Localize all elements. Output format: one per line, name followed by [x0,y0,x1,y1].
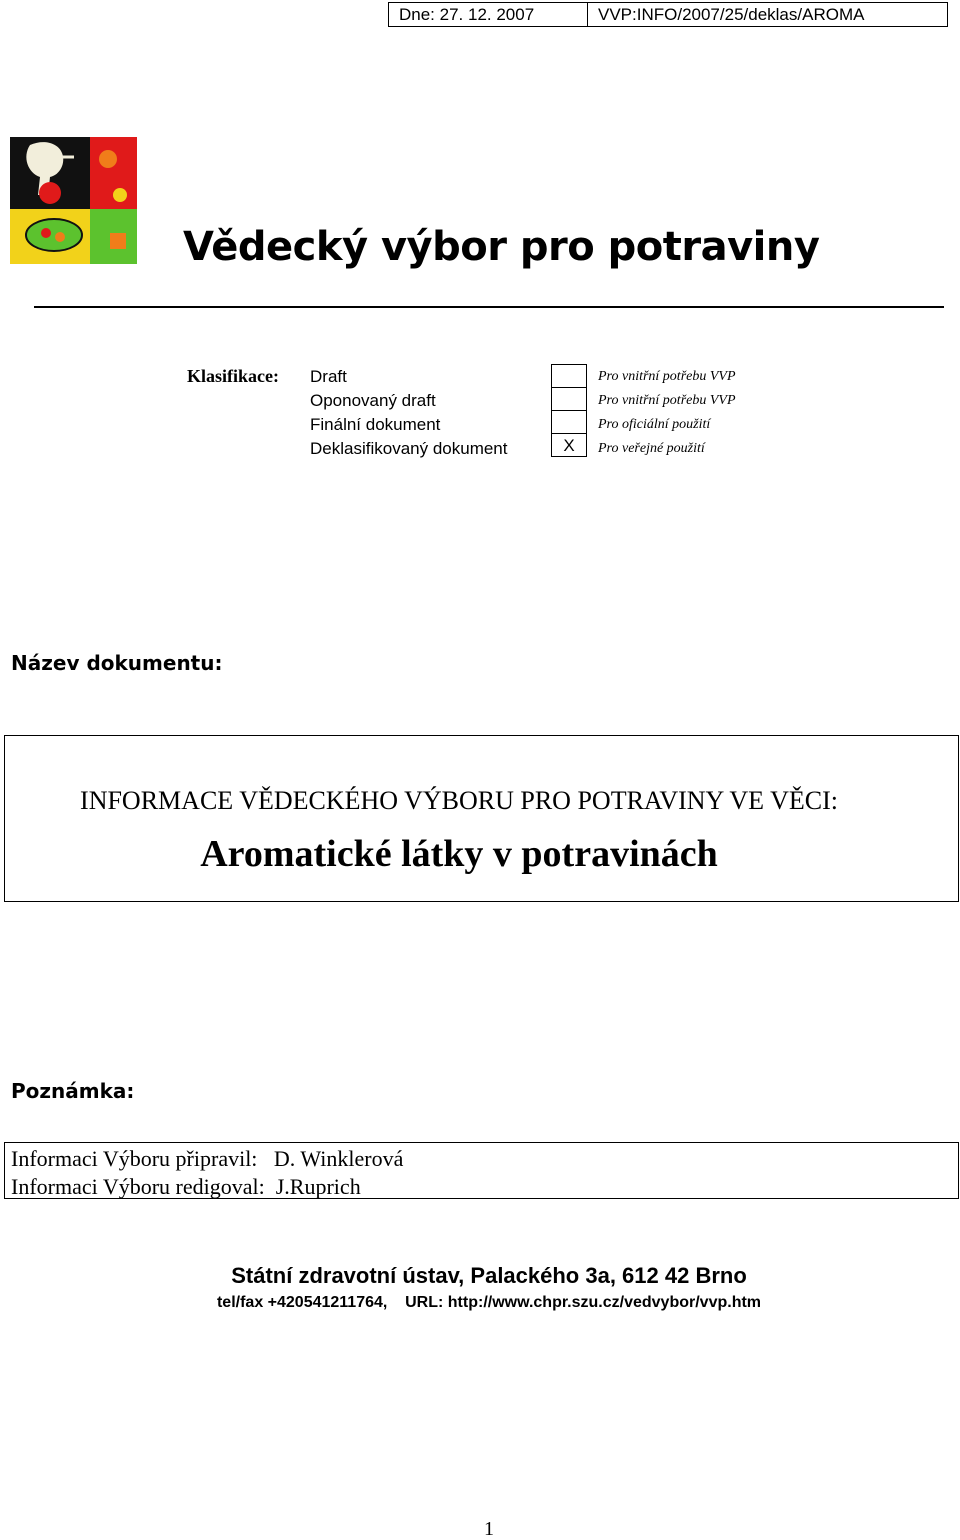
committee-logo [10,137,137,264]
note-value: D. Winklerová [273,1146,404,1171]
note-value: J.Ruprich [275,1174,361,1199]
header-table [388,2,948,27]
organization-title: Vědecký výbor pro potraviny [183,224,820,270]
document-title-box [4,735,959,902]
note-label: Informaci Výboru připravil: [11,1146,258,1171]
classification-use: Pro vnitřní potřebu VVP [598,369,736,384]
document-reference: VVP:INFO/2007/25/deklas/AROMA [598,5,865,24]
classification-levels [310,365,507,461]
note-box [4,1142,959,1199]
note-label: Informaci Výboru redigoval: [11,1174,265,1199]
classification-checkboxes [551,364,587,457]
classification-use: Pro oficiální použití [598,417,711,432]
note-heading: Poznámka: [11,1079,135,1103]
classification-checkbox: X [551,433,587,457]
classification-level: Finální dokument [310,415,441,434]
document-title-line-2: Aromatické látky v potravinách [200,833,718,875]
classification-level: Oponovaný draft [310,391,436,410]
classification-checkbox [551,410,587,434]
institution-address: Státní zdravotní ústav, Palackého 3a, 612 42 Brno [231,1263,747,1288]
classification-uses [598,365,736,461]
title-divider [34,306,944,308]
document-title-line-1: INFORMACE VĚDECKÉHO VÝBORU PRO POTRAVINY VE VĚCI: [80,786,838,815]
institution-contact: tel/fax +420541211764, URL: http://www.chpr.szu.cz/vedvybor/vvp.htm [216,1294,762,1311]
document-date: Dne: 27. 12. 2007 [389,3,588,26]
classification-use: Pro veřejné použití [598,441,705,456]
classification-checkbox [551,364,587,388]
page-number: 1 [484,1518,494,1540]
classification-label: Klasifikace: [187,366,279,386]
document-name-heading: Název dokumentu: [11,651,223,675]
classification-checkbox [551,387,587,411]
note-row [11,1145,958,1173]
classification-use: Pro vnitřní potřebu VVP [598,393,736,408]
note-row [11,1173,958,1201]
classification-level: Deklasifikovaný dokument [310,439,508,458]
classification-level: Draft [310,367,347,386]
